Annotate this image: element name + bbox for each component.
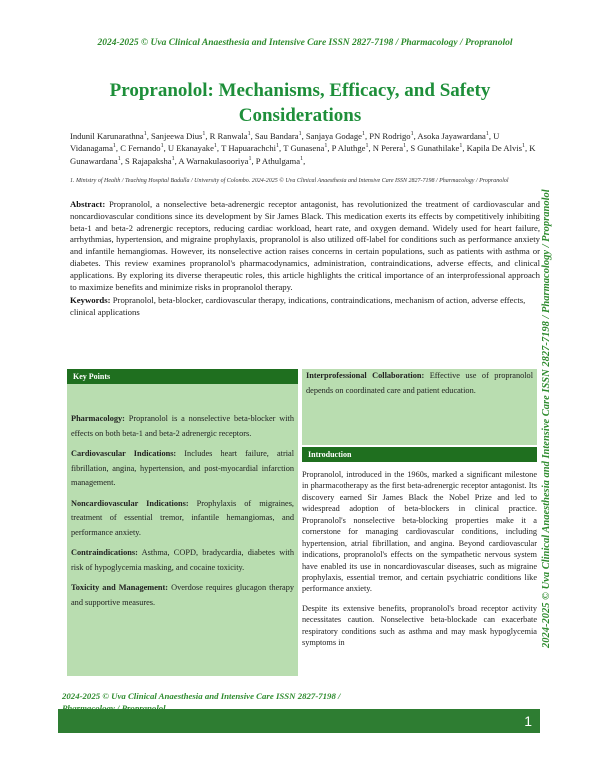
author-name: Sau Bandara$^1$ (254, 131, 302, 141)
author-affiliation-mark: 1 (112, 143, 116, 150)
author-name: R Ranwala$^1$ (209, 131, 251, 141)
author-name: T Hapuarachchi$^1$ (221, 143, 280, 154)
key-points-box (67, 369, 298, 676)
author-affiliation-mark: 1 (459, 143, 463, 150)
author-affiliation-mark: 1 (117, 156, 121, 163)
author-affiliation-mark: 1 (403, 143, 407, 150)
author-affiliation-mark: 1 (213, 143, 217, 150)
collaboration-text: Effective use of propranolol depends on coordinated care and patient education. (306, 371, 534, 395)
abstract-label: Abstract: (70, 199, 106, 209)
author-affiliation-mark: 1 (361, 131, 365, 138)
author-affiliation-mark: 1 (143, 131, 147, 138)
author-affiliation-mark: 1 (485, 131, 489, 138)
key-points-body (67, 412, 298, 610)
author-name: Indunil Karunarathna$^1$ (70, 131, 147, 141)
article-title: Propranolol: Mechanisms, Efficacy, and Safety Considerations (109, 80, 491, 127)
author-name: U Vidanagama$^1$ (70, 131, 500, 154)
side-banner-text: 2024-2025 © Uva Clinical Anaesthesia and Intensive Care ISSN 2827-7198 / Pharmacology / Propranolol (541, 189, 552, 648)
key-point-item (71, 447, 294, 491)
author-name: U Ekanayake$^1$ (167, 143, 217, 154)
key-point-item (71, 497, 294, 541)
key-point-label: Contraindications: (71, 548, 138, 558)
author-name: T Gunasena$^1$ (283, 143, 328, 154)
introduction-heading: Introduction (302, 447, 537, 462)
side-banner (541, 118, 555, 648)
author-affiliation-mark: 1 (160, 143, 164, 150)
author-name: Kapila De Alvis$^1$ (466, 143, 525, 154)
key-point-item (71, 412, 294, 441)
author-name: Sanjaya Godage$^1$ (305, 131, 365, 141)
introduction-paragraph: Despite its extensive benefits, propranolol's broad receptor activity necessitates caution. Nonselective beta-blockade can exacerbate respiratory conditions such as asthma and may mask hypoglycemia symptoms in (302, 603, 537, 648)
key-point-text: Propranolol is a nonselective beta-blocker with effects on both beta-1 and beta-2 adrenergic receptors. (71, 414, 294, 438)
author-name: Asoka Jayawardana$^1$ (417, 131, 489, 141)
key-point-label: Toxicity and Management: (71, 583, 169, 593)
abstract-text: Propranolol, a nonselective beta-adrenergic receptor antagonist, has revolutionized the treatment of cardiovascular and noncardiovascular conditions since its development by Sir James Black. This medication exerts its effects by competitively inhibiting beta-1 and beta-2 adrenergic receptors, reducing cardiac workload, heart rate, and oxygen demand. Widely used for heart failure, arrhythmias, hypertension, and migraine prophylaxis, propranolol is also utilized off-label for conditions such as performance anxiety and infantile hemangiomas. However, its nonselective action raises concerns in certain populations, such as patients with asthma or diabetes. This review examines propranolol's pharmacodynamics, administration, contraindications, adverse effects, and clinical applications. By exploring its diverse therapeutic roles, this article highlights the critical importance of an interprofessional approach to maximize benefits and minimize risks in propranolol therapy. (70, 199, 540, 292)
right-column (302, 369, 537, 657)
key-point-item (71, 581, 294, 610)
author-name: N Perera$^1$ (372, 143, 407, 154)
author-name: C Fernando$^1$ (120, 143, 164, 154)
footer-journal: 2024-2025 © Uva Clinical Anaesthesia and Intensive Care ISSN 2827-7198 / (62, 691, 341, 701)
author-affiliation-mark: 1 (276, 143, 280, 150)
author-name: S Gunathilake$^1$ (410, 143, 463, 154)
keywords (70, 294, 540, 318)
key-point-text: Asthma, COPD, bradycardia, diabetes with risk of hypoglycemia masking, and cocaine toxicity. (71, 548, 294, 572)
author-affiliation-mark: 1 (298, 131, 302, 138)
keywords-text: Propranolol, beta-blocker, cardiovascular therapy, indications, contraindications, mechanism of action, adverse effects, clinical applications (70, 295, 526, 317)
key-point-label: Noncardiovascular Indications: (71, 498, 189, 508)
author-affiliation-mark: 1 (247, 131, 251, 138)
key-point-item (71, 546, 294, 575)
author-name: K Gunawardana$^1$ (70, 143, 536, 166)
author-affiliation-mark: 1 (365, 143, 369, 150)
author-name: S Rajapaksha$^1$ (125, 155, 175, 166)
author-list: Indunil Karunarathna$^1$, Sanjeewa Dius$^1$, R Ranwala$^1$, Sau Bandara$^1$, Sanjaya Godage$^1$, PN Rodrigo$^1$, Asoka Jayawardana$^1$, U Vidanagama$^1$, C Fernando$^1$, U Ekanayake$^1$, T Hapuarachchi$^1$, T Gunasena$^1$, P Aluthge$^1$, N Perera$^1$, S Gunathilake$^1$, Kapila De Alvis$^1$, K Gunawardana$^1$, S Rajapaksha$^1$, A Warnakulasooriya$^1$, P Athulgama$^1$, (70, 131, 536, 166)
author-name: Sanjeewa Dius$^1$ (151, 131, 206, 141)
author-affiliation-mark: 1 (521, 143, 525, 150)
collaboration-point (302, 369, 537, 445)
key-points-heading: Key Points (67, 369, 298, 384)
key-point-text: Includes heart failure, atrial fibrillation, angina, hypertension, and post-myocardial infarction management. (71, 449, 294, 488)
author-name: P Athulgama$^1$ (255, 155, 304, 166)
affiliation: 1. Ministry of Health / Teaching Hospital Badulla / University of Colombo. 2024-2025 © Uva Clinical Anaesthesia and Intensive Care ISSN 2827-7198 / Pharmacology / Propranolol (70, 178, 509, 184)
author-name: A Warnakulasooriya$^1$ (178, 155, 252, 166)
journal-header: 2024-2025 © Uva Clinical Anaesthesia and Intensive Care ISSN 2827-7198 / Pharmacology / Propranolol (97, 38, 513, 48)
author-name: PN Rodrigo$^1$ (369, 131, 414, 141)
key-point-text: Overdose requires glucagon therapy and supportive measures. (71, 583, 295, 607)
key-point-text: Prophylaxis of migraines, treatment of essential tremor, infantile hemangiomas, and performance anxiety. (71, 498, 295, 537)
author-affiliation-mark: 1 (410, 131, 414, 138)
introduction-paragraph: Propranolol, introduced in the 1960s, marked a significant milestone in pharmacotherapy as the first beta-adrenergic receptor antagonist. Its discovery earned Sir James Black the Nobel Prize and led to widespread adoption of beta-blockers in clinical practice. Propranolol's nonselective beta-blocking properties make it a cornerstone for managing cardiovascular conditions, including hypertension, atrial fibrillation, and angina. Beyond cardiovascular indications, propranolol's effects on the sympathetic nervous system have enabled its use in noncardiovascular diseases, such as migraine prophylaxis, essential tremor, and certain psychiatric conditions like performance anxiety. (302, 470, 537, 594)
author-name: P Aluthge$^1$ (331, 143, 369, 154)
keywords-label: Keywords: (70, 295, 111, 305)
page-number: 1 (524, 713, 532, 729)
key-point-label: Cardiovascular Indications: (71, 449, 177, 459)
abstract (70, 199, 540, 294)
author-affiliation-mark: 1 (324, 143, 328, 150)
collaboration-label: Interprofessional Collaboration: (306, 371, 425, 380)
introduction-body (302, 469, 537, 649)
author-affiliation-mark: 1 (300, 156, 304, 163)
key-point-label: Pharmacology: (71, 414, 125, 423)
footer-bar (58, 709, 540, 733)
author-affiliation-mark: 1 (248, 156, 252, 163)
author-affiliation-mark: 1 (171, 156, 175, 163)
author-affiliation-mark: 1 (202, 131, 206, 138)
